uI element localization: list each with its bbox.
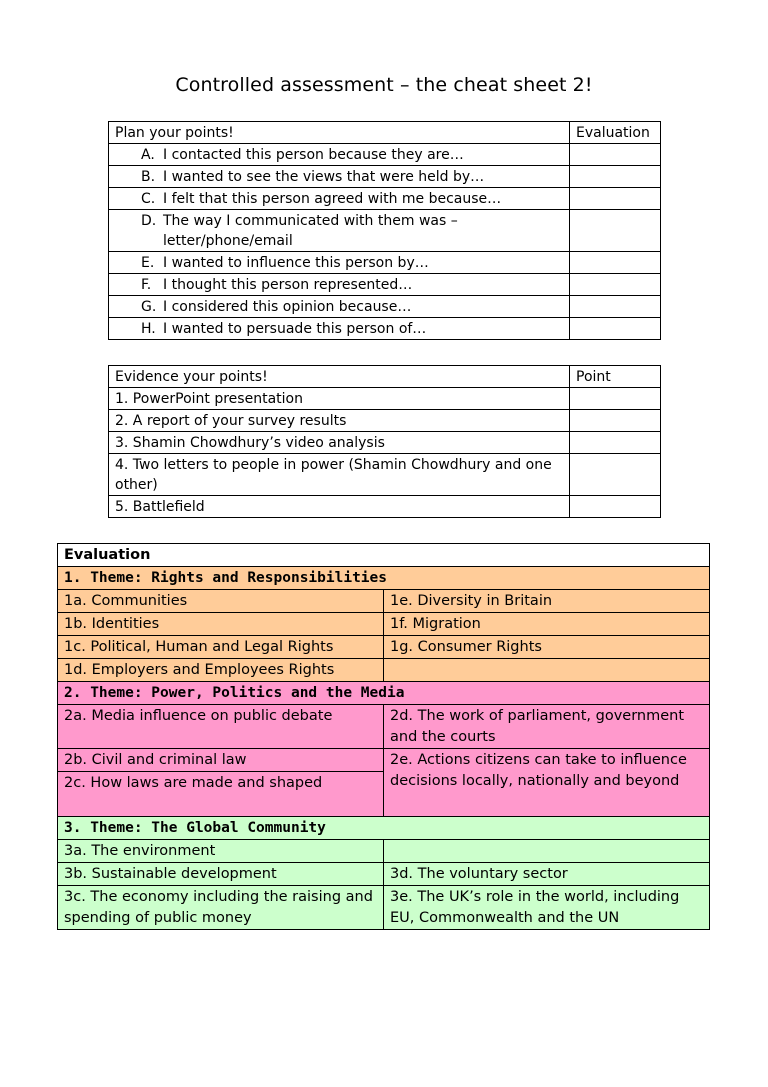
point-header: Point bbox=[570, 366, 661, 388]
topic-cell: 3b. Sustainable development bbox=[58, 863, 384, 886]
plan-item-text: I wanted to see the views that were held by… bbox=[163, 169, 485, 185]
evaluation-cell bbox=[570, 210, 661, 252]
plan-item-text: I considered this opinion because… bbox=[163, 299, 412, 315]
plan-item-text: I wanted to persuade this person of… bbox=[163, 321, 427, 337]
topic-cell: 3d. The voluntary sector bbox=[384, 863, 710, 886]
plan-item-key: D. bbox=[141, 213, 157, 229]
point-cell bbox=[570, 388, 661, 410]
plan-item-text: The way I communicated with them was – letter/phone/email bbox=[163, 213, 458, 249]
plan-item-text: I felt that this person agreed with me because… bbox=[163, 191, 502, 207]
evaluation-header: Evaluation bbox=[570, 122, 661, 144]
plan-item-b bbox=[109, 166, 570, 188]
evidence-item: 3. Shamin Chowdhury’s video analysis bbox=[109, 432, 570, 454]
plan-item-a bbox=[109, 144, 570, 166]
plan-item-key: F. bbox=[141, 277, 152, 293]
page-title: Controlled assessment – the cheat sheet 2! bbox=[175, 74, 593, 96]
evidence-points-table bbox=[108, 365, 661, 518]
plan-item-text: I thought this person represented… bbox=[163, 277, 413, 293]
evidence-item: 4. Two letters to people in power (Shamin Chowdhury and one other) bbox=[109, 454, 570, 496]
plan-item-key: B. bbox=[141, 169, 156, 185]
plan-item-key: E. bbox=[141, 255, 155, 271]
point-cell bbox=[570, 454, 661, 496]
evidence-item: 1. PowerPoint presentation bbox=[109, 388, 570, 410]
plan-item-g bbox=[109, 296, 570, 318]
plan-item-key: G. bbox=[141, 299, 157, 315]
evaluation-title-text: Evaluation bbox=[64, 547, 151, 563]
plan-item-d bbox=[109, 210, 570, 252]
theme-2-title: 2. Theme: Power, Politics and the Media bbox=[58, 682, 710, 705]
evaluation-cell bbox=[570, 252, 661, 274]
topic-cell: 1a. Communities bbox=[58, 590, 384, 613]
evaluation-cell bbox=[570, 166, 661, 188]
point-cell bbox=[570, 432, 661, 454]
theme-3-title: 3. Theme: The Global Community bbox=[58, 817, 710, 840]
evaluation-cell bbox=[570, 188, 661, 210]
evaluation-themes-table bbox=[57, 543, 710, 930]
evidence-item: 2. A report of your survey results bbox=[109, 410, 570, 432]
theme-1-title: 1. Theme: Rights and Responsibilities bbox=[58, 567, 710, 590]
plan-item-key: A. bbox=[141, 147, 155, 163]
topic-cell: 1f. Migration bbox=[384, 613, 710, 636]
plan-points-table bbox=[108, 121, 661, 340]
topic-cell: 1b. Identities bbox=[58, 613, 384, 636]
topic-cell: 1d. Employers and Employees Rights bbox=[58, 659, 384, 682]
topic-cell-empty bbox=[384, 659, 710, 682]
plan-item-f bbox=[109, 274, 570, 296]
evaluation-cell bbox=[570, 144, 661, 166]
evaluation-cell bbox=[570, 296, 661, 318]
topic-cell: 1g. Consumer Rights bbox=[384, 636, 710, 659]
evaluation-cell bbox=[570, 274, 661, 296]
evidence-item: 5. Battlefield bbox=[109, 496, 570, 518]
plan-item-text: I wanted to influence this person by… bbox=[163, 255, 429, 271]
point-cell bbox=[570, 410, 661, 432]
topic-cell: 2c. How laws are made and shaped bbox=[58, 772, 384, 817]
plan-item-h bbox=[109, 318, 570, 340]
evaluation-cell bbox=[570, 318, 661, 340]
evidence-header: Evidence your points! bbox=[109, 366, 570, 388]
topic-cell: 2b. Civil and criminal law bbox=[58, 749, 384, 772]
topic-cell: 2d. The work of parliament, government and the courts bbox=[384, 705, 710, 749]
topic-cell: 2e. Actions citizens can take to influence decisions locally, nationally and beyond bbox=[384, 749, 710, 817]
topic-cell: 2a. Media influence on public debate bbox=[58, 705, 384, 749]
plan-item-e bbox=[109, 252, 570, 274]
plan-item-key: H. bbox=[141, 321, 156, 337]
plan-item-c bbox=[109, 188, 570, 210]
plan-item-text: I contacted this person because they are… bbox=[163, 147, 464, 163]
evaluation-title bbox=[58, 544, 710, 567]
topic-cell-empty bbox=[384, 840, 710, 863]
point-cell bbox=[570, 496, 661, 518]
topic-cell: 1c. Political, Human and Legal Rights bbox=[58, 636, 384, 659]
topic-cell: 3e. The UK’s role in the world, including EU, Commonwealth and the UN bbox=[384, 886, 710, 930]
topic-cell: 3a. The environment bbox=[58, 840, 384, 863]
topic-cell: 1e. Diversity in Britain bbox=[384, 590, 710, 613]
plan-header: Plan your points! bbox=[109, 122, 570, 144]
topic-cell: 3c. The economy including the raising and spending of public money bbox=[58, 886, 384, 930]
plan-item-key: C. bbox=[141, 191, 156, 207]
